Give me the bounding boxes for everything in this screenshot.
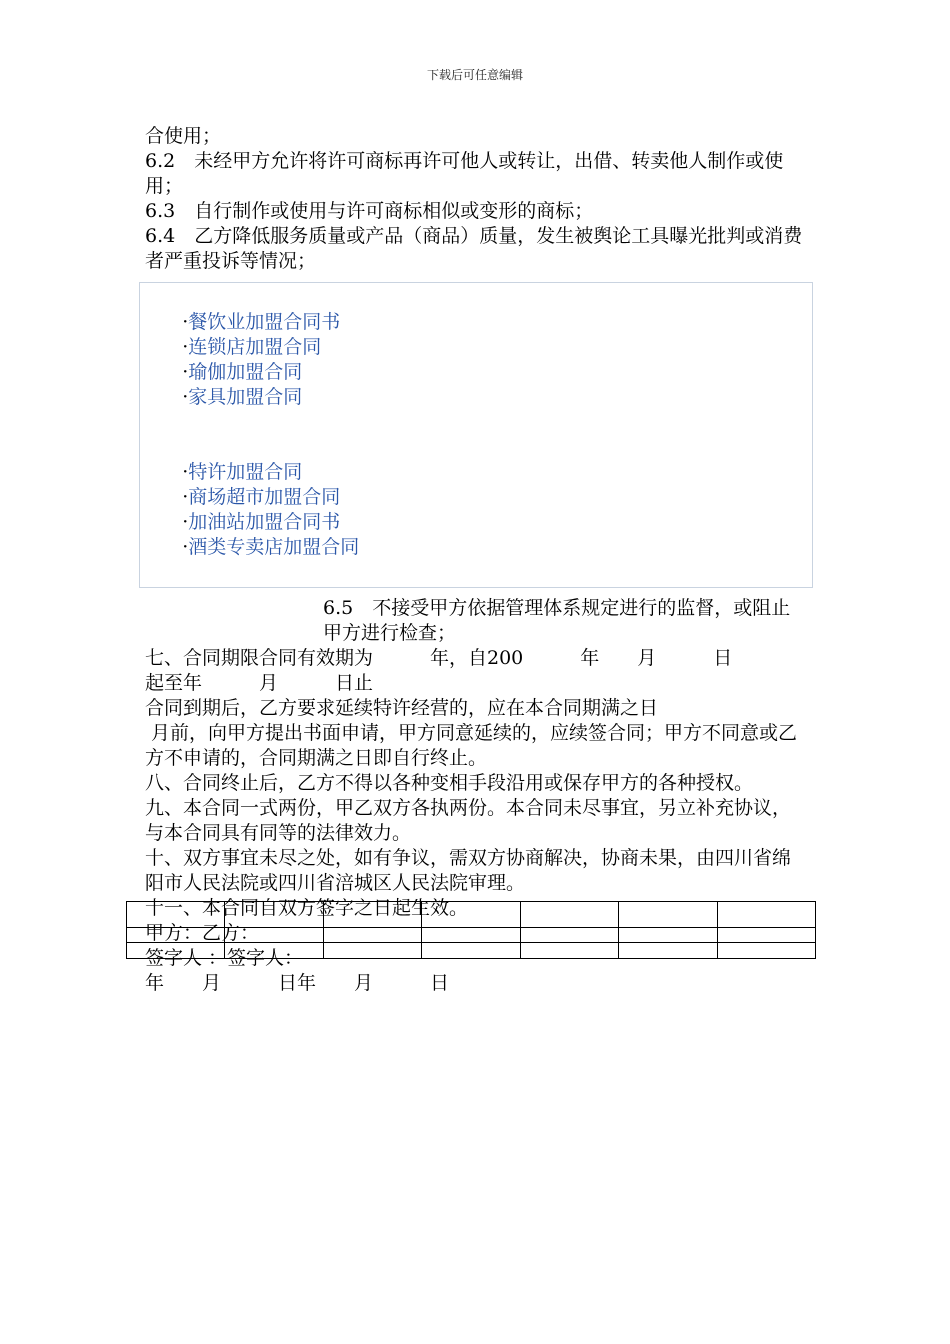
link-chain-store-franchise[interactable]: 连锁店加盟合同 [188, 336, 322, 358]
link-catering-franchise[interactable]: 餐饮业加盟合同书 [188, 311, 341, 333]
table-cell [323, 902, 421, 928]
paragraph: 月前，向甲方提出书面申请，甲方同意延续的，应续签合同；甲方不同意或乙方不申请的，合同期满之日即自行终止。 [145, 722, 798, 769]
paragraph: 6.5 不接受甲方依据管理体系规定进行的监督，或阻止甲方进行检查； [323, 597, 791, 644]
table-cell [225, 928, 323, 943]
link-license-franchise[interactable]: 特许加盟合同 [188, 461, 303, 483]
table-cell [323, 943, 421, 959]
table-cell [127, 943, 225, 959]
paragraph: 九、本合同一式两份，甲乙双方各执两份。本合同未尽事宜，另立补充协议，与本合同具有同等的法律效力。 [145, 797, 792, 844]
page-header: 下载后可任意编辑 [426, 68, 523, 82]
paragraph: 七、合同期限合同有效期为 年，自200 年 月 日 [145, 647, 733, 669]
paragraph: 十一、本合同自双方签字之日起生效。 [145, 897, 469, 919]
table-cell [422, 943, 520, 959]
signature-signers: 签字人 ：签字人： [145, 947, 304, 969]
signature-parties: 甲方：乙方： [145, 922, 260, 944]
table-cell [717, 943, 815, 959]
table-cell [127, 928, 225, 943]
table-cell [422, 902, 520, 928]
table-cell [619, 943, 717, 959]
table-row [127, 928, 816, 943]
link-supermarket-franchise[interactable]: 商场超市加盟合同 [188, 486, 341, 508]
table-cell [323, 928, 421, 943]
table-row [127, 943, 816, 959]
paragraph: 6.3 自行制作或使用与许可商标相似或变形的商标； [145, 200, 594, 222]
link-gas-station-franchise[interactable]: 加油站加盟合同书 [188, 511, 341, 533]
paragraph: 起至年 月 日止 [145, 672, 374, 694]
paragraph: 合使用； [145, 125, 222, 147]
table-cell [520, 928, 618, 943]
links-row: ·特许加盟合同 ·商场超市加盟合同 ·加油站加盟合同书 ·酒类专卖店加盟合同 [182, 461, 360, 558]
paragraph: 十、双方事宜未尽之处，如有争议，需双方协商解决，协商未果，由四川省绵阳市人民法院或四川省涪城区人民法院审理。 [145, 847, 792, 894]
paragraph: 八、合同终止后，乙方不得以各种变相手段沿用或保存甲方的各种授权。 [145, 772, 754, 794]
table-row [127, 902, 816, 928]
link-yoga-franchise[interactable]: 瑜伽加盟合同 [188, 361, 303, 383]
table-cell [619, 928, 717, 943]
related-links-box [139, 282, 813, 588]
signature-dates: 年 月 日年 月 日 [145, 972, 450, 994]
table-cell [127, 902, 225, 928]
table-cell [520, 943, 618, 959]
links-row: ·餐饮业加盟合同书 ·连锁店加盟合同 ·瑜伽加盟合同 ·家具加盟合同 [182, 311, 341, 408]
document-body [145, 124, 805, 996]
table-cell [619, 902, 717, 928]
table-cell [717, 928, 815, 943]
paragraph: 6.2 未经甲方允许将许可商标再许可他人或转让，出借、转卖他人制作或使用； [145, 150, 784, 197]
empty-table [126, 901, 816, 959]
table-cell [225, 943, 323, 959]
table-cell [422, 928, 520, 943]
paragraph: 合同到期后，乙方要求延续特许经营的，应在本合同期满之日 [145, 697, 659, 719]
table-cell [717, 902, 815, 928]
link-furniture-franchise[interactable]: 家具加盟合同 [188, 386, 303, 408]
table-cell [520, 902, 618, 928]
table-cell [225, 902, 323, 928]
paragraph: 6.4 乙方降低服务质量或产品（商品）质量，发生被舆论工具曝光批判或消费者严重投诉等情况； [145, 225, 803, 272]
link-liquor-store-franchise[interactable]: 酒类专卖店加盟合同 [188, 536, 360, 558]
